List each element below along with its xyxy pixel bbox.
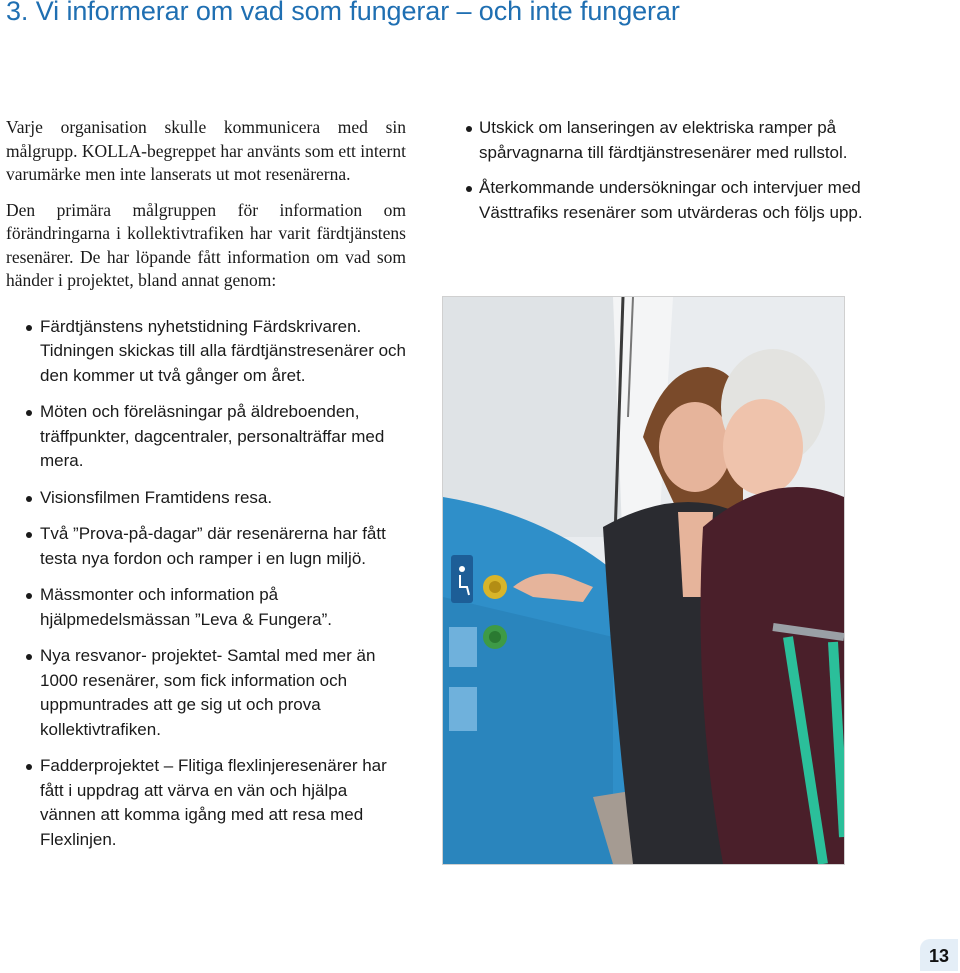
- bullet-icon: [466, 126, 472, 132]
- list-item-text: Nya resvanor- projektet- Samtal med mer än 1000 resenärer, som fick information och uppmuntrades att ge sig ut och prova kollektivtrafiken.: [40, 646, 376, 739]
- list-item-text: Möten och föreläsningar på äldreboenden, träffpunkter, dagcentraler, personalträffar med mera.: [40, 402, 385, 470]
- tram-ramp-photo: [442, 296, 845, 865]
- list-item: [6, 754, 406, 852]
- list-item-text: Två ”Prova-på-dagar” där resenärerna har fått testa nya fordon och ramper i en lugn miljö.: [40, 524, 386, 568]
- list-item: [445, 116, 865, 165]
- list-item-text: Färdtjänstens nyhetstidning Färdskrivaren. Tidningen skickas till alla färdtjänstresenärer och den kommer ut två gånger om året.: [40, 316, 406, 385]
- list-item-text: Visionsfilmen Framtidens resa.: [40, 487, 273, 507]
- bullet-icon: [26, 410, 32, 416]
- bullet-icon: [26, 325, 32, 331]
- list-item: [6, 522, 406, 571]
- bullet-icon: [26, 496, 32, 502]
- list-item-text: Återkommande undersökningar och intervjuer med Västtrafiks resenärer som utvärderas och följs upp.: [479, 178, 863, 222]
- intro-paragraph: Den primära målgruppen för information om förändringarna i kollektivtrafiken har varit färdtjänstens resenärer. De har löpande fått information om vad som händer i projektet, bland annat genom:: [6, 199, 406, 290]
- intro-paragraph: Varje organisation skulle kommunicera med sin målgrupp. KOLLA-begreppet har använts som ett internt varumärke men inte lanserats ut mot resenärerna.: [6, 117, 406, 184]
- right-column: [445, 116, 865, 236]
- list-item: [6, 400, 406, 474]
- bullet-icon: [26, 654, 32, 660]
- bullet-icon: [26, 764, 32, 770]
- list-item: [6, 486, 406, 511]
- followup-list: [445, 116, 865, 225]
- list-item: [6, 583, 406, 632]
- list-item: [6, 644, 406, 742]
- page-number: 13: [920, 939, 958, 971]
- bullet-icon: [26, 593, 32, 599]
- list-item-text: Fadderprojektet – Flitiga flexlinjeresenärer har fått i uppdrag att värva en vän och hjälpa vännen att komma igång med att resa med Flexlinjen.: [40, 756, 387, 849]
- info-channel-list: [6, 315, 406, 853]
- bullet-icon: [26, 532, 32, 538]
- list-item: [445, 176, 865, 225]
- page-heading: 3. Vi informerar om vad som fungerar – och inte fungerar: [6, 0, 680, 26]
- bullet-icon: [466, 186, 472, 192]
- list-item-text: Mässmonter och information på hjälpmedelsmässan ”Leva & Fungera”.: [40, 585, 332, 629]
- left-column: [6, 116, 406, 864]
- list-item: [6, 315, 406, 389]
- list-item-text: Utskick om lanseringen av elektriska ramper på spårvagnarna till färdtjänstresenärer med rullstol.: [479, 118, 848, 162]
- wheelchair-sign-icon: [451, 555, 473, 603]
